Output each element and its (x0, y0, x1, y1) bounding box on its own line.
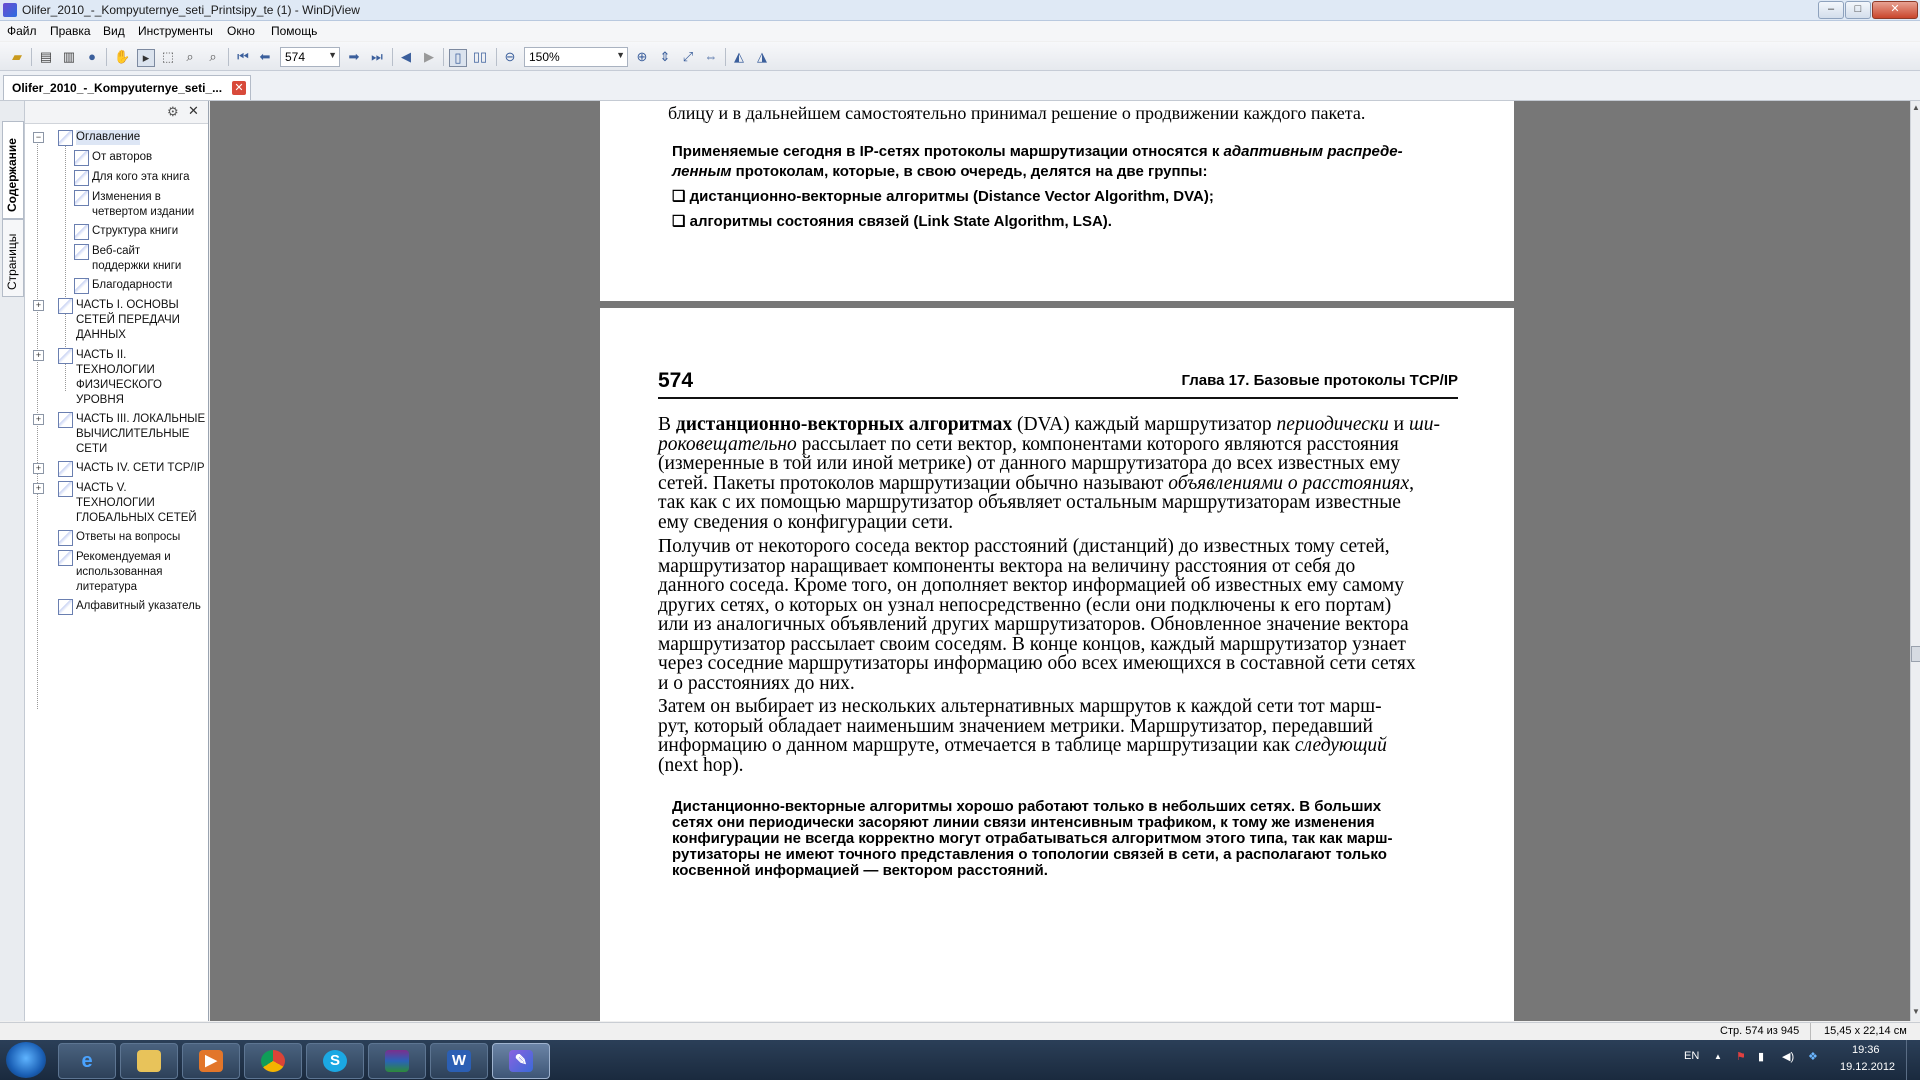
menu-window[interactable]: Окно (227, 24, 255, 38)
bookmark-page-icon (58, 298, 73, 314)
toc-item-label-line: ТЕХНОЛОГИИ (76, 364, 155, 376)
text-run: роковещательно (658, 433, 797, 455)
toc-item-label-line: ТЕХНОЛОГИИ (76, 497, 155, 509)
zoom-value: 150% (529, 50, 560, 64)
note-line: конфигурации не всегда корректно могут отрабатываться алгоритмом этого типа, так как марш- (672, 830, 1393, 847)
toc-item-label-line: ЧАСТЬ I. ОСНОВЫ (76, 299, 179, 311)
document-tab-bar (0, 71, 1920, 101)
scroll-up-icon[interactable]: ▲ (1912, 103, 1920, 112)
zoom-tool-icon[interactable]: ⌕ (209, 49, 217, 64)
fit-page-icon[interactable]: ⇕ (659, 49, 671, 64)
text-run: сетей. Пакеты протоколов маршрутизации обычно называют (658, 472, 1169, 494)
fit-width-icon[interactable]: ⤢ (682, 49, 694, 64)
clock-time[interactable]: 19:36 (1852, 1044, 1880, 1056)
bookmark-page-icon (58, 530, 73, 546)
bookmark-page-icon (74, 190, 89, 206)
show-hidden-icons-icon[interactable]: ▲ (1714, 1052, 1722, 1061)
bookmark-page-icon (74, 170, 89, 186)
zoom-out-icon[interactable]: ⊖ (504, 49, 516, 64)
toc-item-label (92, 170, 190, 185)
zoom-rect-icon[interactable]: ⌕ (186, 49, 194, 64)
vertical-scrollbar[interactable] (1910, 101, 1920, 1021)
scroll-down-icon[interactable]: ▼ (1912, 1007, 1920, 1016)
toc-item-label (76, 348, 162, 408)
bookmark-page-icon (58, 348, 73, 364)
taskbar-file-explorer[interactable] (120, 1043, 178, 1079)
toc-item-label-line: Веб-сайт (92, 245, 141, 257)
rotate-right-icon[interactable]: ◮ (757, 49, 767, 64)
page-count-status: Стр. 574 из 945 (1720, 1025, 1800, 1037)
expand-icon[interactable]: + (33, 350, 44, 361)
text-run: (next hop). (658, 754, 744, 776)
toc-item-label-line: ФИЗИЧЕСКОГО (76, 379, 162, 391)
close-tab-icon[interactable]: ✕ (232, 81, 246, 95)
toc-item-label-line: СЕТЕЙ ПЕРЕДАЧИ (76, 314, 180, 326)
text-run: ему сведения о конфигурации сети. (658, 511, 954, 533)
info-icon[interactable]: ● (88, 49, 96, 64)
language-indicator[interactable]: EN (1684, 1050, 1700, 1062)
toc-item-label (76, 599, 201, 614)
taskbar (0, 1040, 1920, 1080)
header-rule (658, 397, 1458, 399)
actual-size-icon[interactable]: ⇔ (704, 49, 718, 64)
book-icon (58, 130, 73, 146)
toc-item-label (92, 278, 172, 293)
document-tab[interactable] (3, 75, 251, 100)
toc-item-label-line: Изменения в (92, 191, 161, 203)
contents-panel (25, 101, 209, 1021)
text-line: или из аналогичных объявлений других маршрутизаторов. Обновленное значение вектора (658, 614, 1409, 635)
text-run: Затем он выбирает из нескольких альтернативных маршрутов к каждой сети тот марш- (658, 696, 1382, 717)
windjview-icon: ✎ (509, 1050, 533, 1072)
toc-item-label-line: поддержки книги (92, 260, 182, 272)
zoom-combo[interactable] (524, 47, 628, 67)
previous-page (600, 101, 1514, 301)
toc-item-label-line: ЧАСТЬ IV. СЕТИ TCP/IP (76, 462, 205, 474)
note-line: сетях они периодически засоряют линии связи интенсивным трафиком, к тому же изменения (672, 814, 1375, 831)
taskbar-word[interactable] (430, 1043, 488, 1079)
open-file-icon[interactable]: ▰ (12, 49, 22, 64)
internet-explorer-icon: e (81, 1050, 93, 1072)
chevron-down-icon[interactable]: ▼ (616, 50, 625, 60)
rotate-left-icon[interactable]: ◭ (734, 49, 744, 64)
note-line: рутизаторы не имеют точного представления о топологии связей в сети, а располагают только (672, 846, 1387, 863)
toc-item-label-line: Ответы на вопросы (76, 531, 181, 543)
window-title: Olifer_2010_-_Kompyuternye_seti_Printsipy_te (1) - WinDjView (22, 3, 360, 17)
note-line: Дистанционно-векторные алгоритмы хорошо работают только в небольших сетях. В больших (672, 798, 1382, 815)
chrome-icon (261, 1050, 285, 1072)
menu-bar (0, 21, 1920, 41)
skype-icon: S (323, 1050, 347, 1072)
tab-contents-label: Содержание (5, 138, 19, 212)
note-line: косвенной информацией — вектором расстояний. (672, 862, 1048, 879)
tab-contents[interactable] (2, 121, 24, 219)
expand-icon[interactable]: + (33, 414, 44, 425)
expand-icon[interactable]: + (33, 483, 44, 494)
bookmark-page-icon (58, 481, 73, 497)
toc-item-label-line: ЧАСТЬ II. (76, 349, 127, 361)
menu-tools[interactable]: Инструменты (138, 24, 213, 38)
toc-item-label-line: ГЛОБАЛЬНЫХ СЕТЕЙ (76, 512, 197, 524)
taskbar-skype[interactable] (306, 1043, 364, 1079)
page-number-heading: 574 (658, 369, 694, 392)
toc-item-label (76, 481, 197, 526)
tab-pages[interactable] (2, 219, 24, 297)
bookmark-page-icon (58, 412, 73, 428)
bookmark-page-icon (58, 550, 73, 566)
toc-item-label-line: Оглавление (76, 131, 141, 143)
sidebar-tabs (0, 101, 25, 1021)
text-run: информацию о данном маршруте, отмечается в таблице маршрутизации как (658, 735, 1295, 756)
text-line: блицу и в дальнейшем самостоятельно принимал решение о продвижении каждого пакета. (668, 103, 1366, 123)
expand-icon[interactable]: + (33, 463, 44, 474)
toolbar-separator (392, 48, 393, 66)
scroll-thumb[interactable] (1911, 646, 1920, 662)
menu-help[interactable]: Помощь (271, 24, 318, 38)
text-run: следующий (1294, 735, 1387, 756)
last-page-icon[interactable]: ⏭ (371, 49, 383, 64)
contents-panel-header (25, 101, 208, 124)
toolbar-separator (443, 48, 444, 66)
rect-select-icon[interactable]: ⬚ (161, 49, 175, 64)
next-page-icon[interactable]: ➡ (348, 49, 360, 64)
word-icon: W (447, 1050, 471, 1072)
text-line: маршрутизатор рассылает своим соседям. В конце концов, каждый маршрутизатор узнает (658, 633, 1406, 655)
bullet-item: ❑ дистанционно-векторные алгоритмы (Distance Vector Algorithm, DVA); (672, 188, 1214, 205)
single-page-layout-icon[interactable]: ▯ (449, 49, 467, 67)
tab-pages-label: Страницы (5, 233, 19, 290)
text-run: (DVA) каждый маршрутизатор (1012, 414, 1277, 435)
toc-item-label-line: литература (76, 581, 138, 593)
toc-item-label (92, 190, 194, 220)
close-panel-icon[interactable]: ✕ (188, 103, 199, 118)
text-line: маршрутизатор наращивает компоненты вектора на величину расстояния от себя до (658, 555, 1356, 577)
network-icon[interactable]: ▮ (1758, 1051, 1765, 1063)
note-line: Применяемые сегодня в IP-сетях протоколы маршрутизации относятся к адаптивным распреде- (672, 143, 1403, 160)
bookmark-page-icon (74, 244, 89, 260)
toc-item-label-line: Рекомендуемая и (76, 551, 171, 563)
toolbar-separator (106, 48, 107, 66)
toc-item-label (76, 461, 205, 476)
toc-item-label (76, 130, 140, 145)
toolbar-separator (496, 48, 497, 66)
bookmark-page-icon (74, 278, 89, 294)
toc-item-label-line: ЧАСТЬ V. (76, 482, 127, 494)
text-run: В (658, 414, 676, 435)
bookmark-page-icon (58, 599, 73, 615)
dropbox-icon[interactable]: ❖ (1808, 1051, 1818, 1063)
toc-item-label (76, 412, 205, 457)
text-run: , (1409, 472, 1415, 494)
status-bar (0, 1022, 1920, 1040)
toc-item-label-line: СЕТИ (76, 443, 108, 455)
text-line: через соседние маршрутизаторы информацию обо всех имеющихся в составной сети сетях (658, 653, 1416, 674)
text-run: и (1388, 414, 1409, 435)
text-run: дистанционно-векторных алгоритмах (675, 414, 1013, 435)
select-tool-icon[interactable]: ▸ (137, 49, 155, 67)
maximize-button[interactable]: □ (1845, 1, 1871, 19)
page-number-value: 574 (285, 50, 306, 64)
current-page (600, 308, 1514, 1021)
menu-edit[interactable]: Правка (50, 24, 91, 38)
document-viewer[interactable] (210, 101, 1910, 1021)
text-line: данного соседа. Кроме того, он дополняет вектор информацией об известных ему самому (658, 575, 1404, 596)
collapse-icon[interactable]: − (33, 132, 44, 143)
page-number-combo[interactable] (280, 47, 340, 67)
toc-item-label-line: УРОВНЯ (76, 394, 124, 406)
toc-item-label (92, 150, 152, 165)
folder-icon (137, 1050, 161, 1072)
toc-item-label-line: четвертом издании (92, 206, 195, 218)
taskbar-chrome[interactable] (244, 1043, 302, 1079)
volume-icon[interactable]: ◀) (1782, 1051, 1795, 1063)
text-run: рут, который обладает наименьшим значением метрики. Маршрутизатор, передавший (658, 715, 1373, 737)
taskbar-winrar[interactable] (368, 1043, 426, 1079)
toc-item-label-line: Для кого эта книга (92, 171, 190, 183)
print-icon[interactable]: ▤ (39, 49, 53, 64)
find-icon[interactable]: ▥ (62, 49, 76, 64)
media-player-icon: ▶ (199, 1050, 223, 1072)
toc-item-label (76, 530, 180, 545)
text-line: и о расстояниях до них. (658, 672, 855, 694)
toc-item-label-line: Структура книги (92, 225, 179, 237)
text-run: рассылает по сети вектор, компонентами которого являются расстояния (796, 433, 1399, 455)
menu-file[interactable]: Файл (7, 24, 37, 38)
toolbar-separator (725, 48, 726, 66)
first-page-icon[interactable]: ⏮ (237, 49, 249, 64)
taskbar-internet-explorer[interactable] (58, 1043, 116, 1079)
toolbar (0, 42, 1920, 71)
forward-icon[interactable]: ▶ (424, 49, 434, 64)
bookmark-page-icon (74, 224, 89, 240)
taskbar-media-player[interactable] (182, 1043, 240, 1079)
bullet-item: ❑ алгоритмы состояния связей (Link State Algorithm, LSA). (672, 213, 1112, 230)
toolbar-separator (31, 48, 32, 66)
chevron-down-icon[interactable]: ▼ (328, 50, 337, 60)
toc-item-label-line: От авторов (92, 151, 153, 163)
document-tab-label: Olifer_2010_-_Kompyuternye_seti_... (12, 81, 223, 95)
text-run: объявлениями о расстояниях (1168, 472, 1410, 494)
close-window-button[interactable]: ✕ (1872, 1, 1918, 19)
bookmark-page-icon (58, 461, 73, 477)
toc-item-label-line: Алфавитный указатель (76, 600, 201, 612)
winrar-icon (385, 1050, 409, 1072)
text-line: Получив от некоторого соседа вектор расстояний (дистанций) до известных тому сетей, (658, 536, 1390, 557)
text-run: ши- (1408, 414, 1440, 435)
text-run: так как с их помощью маршрутизатор объявляет остальным маршрутизаторам известные (658, 492, 1401, 513)
toc-item-label-line: ВЫЧИСЛИТЕЛЬНЫЕ (76, 428, 190, 440)
two-page-layout-icon[interactable]: ▯▯ (472, 49, 488, 64)
tree-connector (37, 141, 38, 709)
text-run: периодически (1276, 414, 1389, 435)
menu-view[interactable]: Вид (103, 24, 125, 38)
previous-page-icon[interactable]: ⬅ (259, 49, 271, 64)
text-run: (измеренные в той или иной метрике) от данного маршрутизатора до всех известных ему (658, 453, 1401, 474)
zoom-in-icon[interactable]: ⊕ (636, 49, 648, 64)
action-center-flag-icon[interactable]: ⚑ (1736, 1051, 1746, 1063)
start-button[interactable] (6, 1042, 46, 1078)
toc-item-label-line: использованная (76, 566, 163, 578)
toc-item-label-line: ДАННЫХ (76, 329, 126, 341)
toolbar-separator (228, 48, 229, 66)
toc-item-label-line: ЧАСТЬ III. ЛОКАЛЬНЫЕ (76, 413, 206, 425)
text-line (658, 512, 953, 534)
windjview-app-icon[interactable] (3, 3, 17, 17)
page-size-status: 15,45 x 22,14 см (1824, 1025, 1907, 1037)
minimize-button[interactable]: – (1818, 1, 1844, 19)
toc-item-label (92, 244, 181, 274)
text-line (658, 735, 1387, 757)
toc-item-label (76, 550, 171, 595)
note-line: ленным протоколам, которые, в свою очередь, делятся на две группы: (672, 163, 1208, 180)
clock-date[interactable]: 19.12.2012 (1840, 1061, 1896, 1073)
text-line: других сетях, о которых он узнал непосредственно (если они подключены к его портам) (658, 594, 1392, 616)
toc-item-label (76, 298, 180, 343)
bookmark-page-icon (74, 150, 89, 166)
taskbar-windjview[interactable] (492, 1043, 550, 1079)
settings-gear-icon[interactable]: ⚙ (167, 104, 179, 119)
show-desktop-button[interactable] (1906, 1040, 1920, 1080)
toc-item-label (92, 224, 178, 239)
chapter-heading: Глава 17. Базовые протоколы TCP/IP (1181, 372, 1458, 389)
back-icon[interactable]: ◀ (401, 49, 411, 64)
hand-tool-icon[interactable]: ✋ (114, 49, 131, 64)
status-divider (1810, 1023, 1811, 1040)
expand-icon[interactable]: + (33, 300, 44, 311)
text-line (658, 755, 744, 777)
title-bar (0, 0, 1920, 21)
toc-item-label-line: Благодарности (92, 279, 173, 291)
